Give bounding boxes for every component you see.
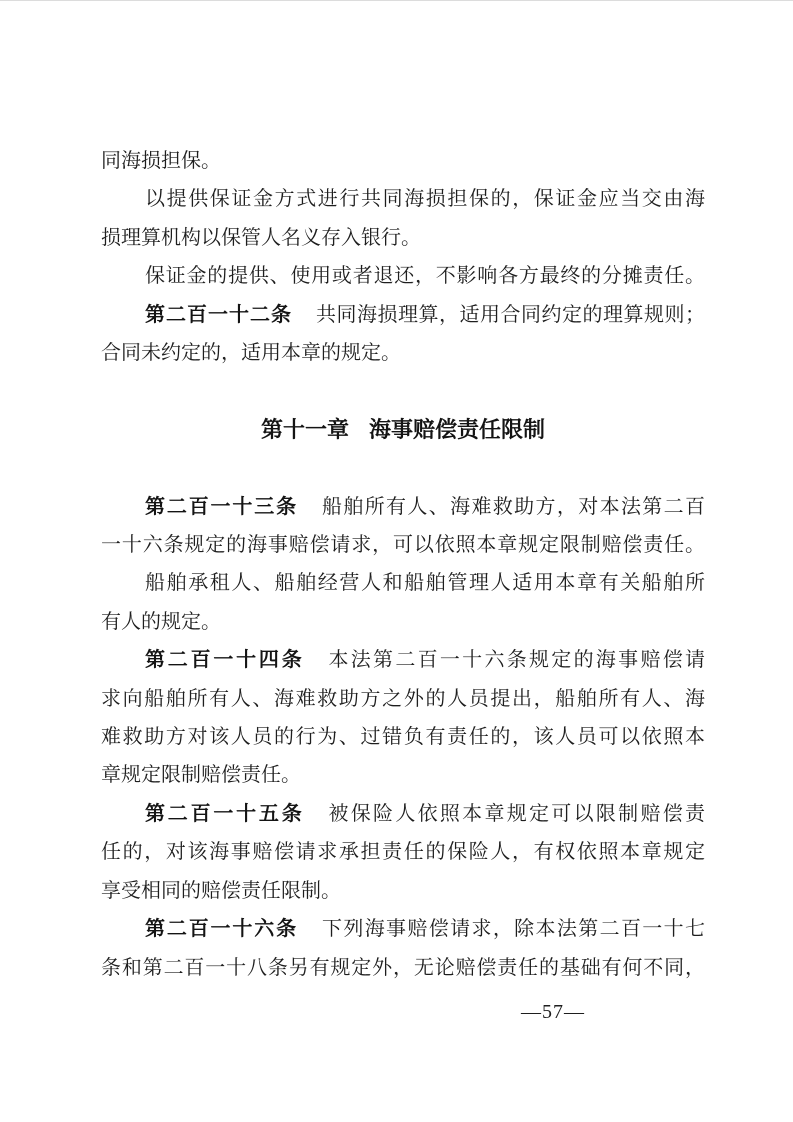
body-paragraph (101, 142, 705, 180)
text-line-content: 合同未约定的，适用本章的规定。 (101, 342, 401, 365)
text-line (101, 910, 705, 948)
text-line (101, 603, 705, 641)
text-line (101, 564, 705, 602)
text-line (101, 296, 705, 334)
page-number: —57— (521, 1000, 585, 1023)
article-paragraph (101, 795, 705, 910)
text-line (101, 872, 705, 910)
text-line (101, 334, 705, 372)
text-line (101, 257, 705, 295)
text-line-content: 任的，对该海事赔偿请求承担责任的保险人，有权依照本章规定 (101, 841, 705, 864)
text-line (101, 680, 705, 718)
text-line (101, 756, 705, 794)
text-line-content: 难救助方对该人员的行为、过错负有责任的，该人员可以依照本 (101, 726, 705, 749)
article-paragraph (101, 296, 705, 373)
body-paragraph (101, 180, 705, 257)
text-line (101, 795, 705, 833)
body-paragraph (101, 257, 705, 295)
text-line-content: 章规定限制赔偿责任。 (101, 764, 301, 787)
text-line (101, 180, 705, 218)
article-label: 第二百一十五条 (145, 802, 305, 825)
chapter-title: 海事赔偿责任限制 (369, 416, 546, 442)
text-line-content: 船舶所有人、海难救助方，对本法第二百 (321, 495, 706, 518)
text-line-content: 保证金的提供、使用或者退还，不影响各方最终的分摊责任。 (145, 265, 705, 288)
text-line-content: 损理算机构以保管人名义存入银行。 (101, 226, 421, 249)
article-label: 第二百一十四条 (145, 649, 305, 672)
text-line-content: 同海损担保。 (101, 150, 221, 172)
chapter-number: 第十一章 (260, 416, 349, 442)
text-line (101, 526, 705, 564)
text-line-content: 一十六条规定的海事赔偿请求，可以依照本章规定限制赔偿责任。 (101, 534, 705, 557)
body-paragraph (101, 564, 705, 641)
text-line (101, 949, 705, 987)
text-column (101, 0, 705, 1024)
text-line (101, 142, 705, 180)
text-line (101, 488, 705, 526)
text-line-content: 本法第二百一十六条规定的海事赔偿请 (328, 649, 706, 672)
text-line-content: 条和第二百一十八条另有规定外，无论赔偿责任的基础有何不同， (101, 956, 705, 979)
text-line-content: 下列海事赔偿请求，除本法第二百一十七 (321, 918, 706, 941)
text-line-content: 被保险人依照本章规定可以限制赔偿责 (328, 802, 706, 825)
chapter-heading (101, 411, 705, 449)
article-paragraph (101, 910, 705, 987)
text-line (101, 718, 705, 756)
article-label: 第二百一十二条 (145, 303, 292, 326)
text-line (101, 641, 705, 679)
text-line (101, 833, 705, 871)
text-line-content: 求向船舶所有人、海难救助方之外的人员提出，船舶所有人、海 (101, 687, 705, 710)
text-line-content: 有人的规定。 (101, 610, 221, 633)
text-line-content: 船舶承租人、船舶经营人和船舶管理人适用本章有关船舶所 (145, 572, 705, 595)
text-line-content: 共同海损理算，适用合同约定的理算规则； (316, 303, 705, 326)
text-line (101, 219, 705, 257)
text-line-content: 享受相同的赔偿责任限制。 (101, 879, 341, 902)
article-label: 第二百一十三条 (145, 495, 298, 518)
text-line-content: 以提供保证金方式进行共同海损担保的，保证金应当交由海 (145, 188, 705, 211)
article-paragraph (101, 488, 705, 565)
article-label: 第二百一十六条 (145, 918, 298, 941)
article-paragraph (101, 641, 705, 795)
